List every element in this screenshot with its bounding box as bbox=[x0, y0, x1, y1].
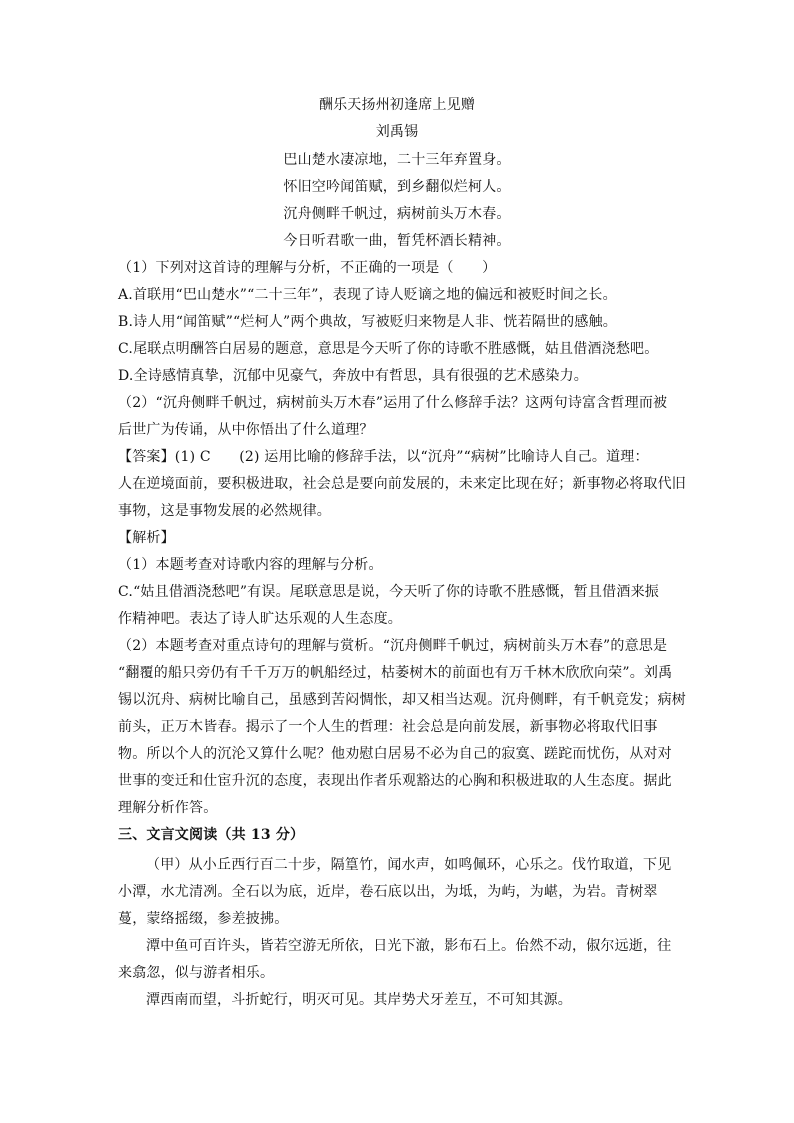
answer-line: 【答案】(1) C (2) 运用比喻的修辞手法，以“沉舟”“病树”比喻诗人自己。道理： bbox=[118, 449, 649, 465]
passage-line: 来翕忽，似与游者相乐。 bbox=[118, 965, 275, 981]
section-3-heading: 三、文言文阅读（共 13 分） bbox=[118, 827, 305, 843]
poem-line: 怀旧空吟闻笛赋，到乡翻似烂柯人。 bbox=[283, 179, 511, 195]
answer-line: 人在逆境面前，要积极进取，社会总是要向前发展的，未来定比现在好；新事物必将取代旧 bbox=[118, 476, 686, 492]
question-2-line: 后世广为传诵，从中你悟出了什么道理？ bbox=[118, 422, 374, 438]
analysis-line: （2）本题考查对重点诗句的理解与赏析。“沉舟侧畔千帆过，病树前头万木春”的意思是 bbox=[118, 638, 668, 654]
analysis-line: C.“姑且借酒浇愁吧”有误。尾联意思是说，今天听了你的诗歌不胜感慨，暂且借酒来振 bbox=[118, 584, 659, 600]
poem-line: 巴山楚水凄凉地，二十三年弃置身。 bbox=[283, 152, 511, 168]
analysis-line: 世事的变迁和仕宦升沉的态度，表现出作者乐观豁达的心胸和积极进取的人生态度。据此 bbox=[118, 773, 672, 789]
analysis-line: 物。所以个人的沉沦又算什么呢？他劝慰白居易不必为自己的寂寞、蹉跎而忧伤，从对对 bbox=[118, 746, 672, 762]
passage-line: 蔓，蒙络摇缀，参差披拂。 bbox=[118, 911, 289, 927]
analysis-line: 理解分析作答。 bbox=[118, 800, 218, 816]
option-b: B.诗人用“闻笛赋”“烂柯人”两个典故，写被贬归来物是人非、恍若隔世的感触。 bbox=[118, 314, 617, 330]
poem-line: 沉舟侧畔千帆过，病树前头万木春。 bbox=[283, 206, 511, 222]
analysis-line: “翻覆的船只旁仍有千千万万的帆船经过，枯萎树木的前面也有万千林木欣欣向荣”。刘禹 bbox=[118, 665, 673, 681]
passage-line: 潭西南而望，斗折蛇行，明灭可见。其岸势犬牙差互，不可知其源。 bbox=[146, 992, 572, 1008]
analysis-header: 【解析】 bbox=[118, 530, 175, 546]
answer-line: 事物，这是事物发展的必然规律。 bbox=[118, 503, 331, 519]
poem-title: 酬乐天扬州初逢席上见赠 bbox=[318, 97, 476, 113]
passage-line: （甲）从小丘西行百二十步，隔篁竹，闻水声，如鸣佩环，心乐之。伐竹取道，下见 bbox=[146, 857, 672, 873]
option-d: D.全诗感情真挚，沉郁中见豪气，奔放中有哲思，具有很强的艺术感染力。 bbox=[118, 368, 588, 384]
passage-line: 小潭，水尤清冽。全石以为底，近岸，卷石底以出，为坻，为屿，为嵁，为岩。青树翠 bbox=[118, 884, 658, 900]
passage-line: 潭中鱼可百许头，皆若空游无所依，日光下澈，影布石上。佁然不动，俶尔远逝，往 bbox=[146, 938, 672, 954]
poem-line: 今日听君歌一曲，暂凭杯酒长精神。 bbox=[283, 233, 511, 249]
analysis-line: （1）本题考查对诗歌内容的理解与分析。 bbox=[118, 557, 383, 573]
analysis-line: 作精神吧。表达了诗人旷达乐观的人生态度。 bbox=[118, 611, 402, 627]
question-2-line: （2）“沉舟侧畔千帆过，病树前头万木春”运用了什么修辞手法？这两句诗富含哲理而被 bbox=[118, 395, 668, 411]
analysis-line: 锡以沉舟、病树比喻自己，虽感到苦闷惆怅，却又相当达观。沉舟侧畔，有千帆竞发；病树 bbox=[118, 692, 686, 708]
analysis-line: 前头，正万木皆春。揭示了一个人生的哲理：社会总是向前发展，新事物必将取代旧事 bbox=[118, 719, 658, 735]
option-c: C.尾联点明酬答白居易的题意，意思是今天听了你的诗歌不胜感慨，姑且借酒浇愁吧。 bbox=[118, 341, 659, 357]
option-a: A.首联用“巴山楚水”“二十三年”，表现了诗人贬谪之地的偏远和被贬时间之长。 bbox=[118, 287, 617, 303]
poem-author: 刘禹锡 bbox=[375, 124, 419, 140]
question-1-stem: （1）下列对这首诗的理解与分析，不正确的一项是（ ） bbox=[118, 260, 497, 276]
